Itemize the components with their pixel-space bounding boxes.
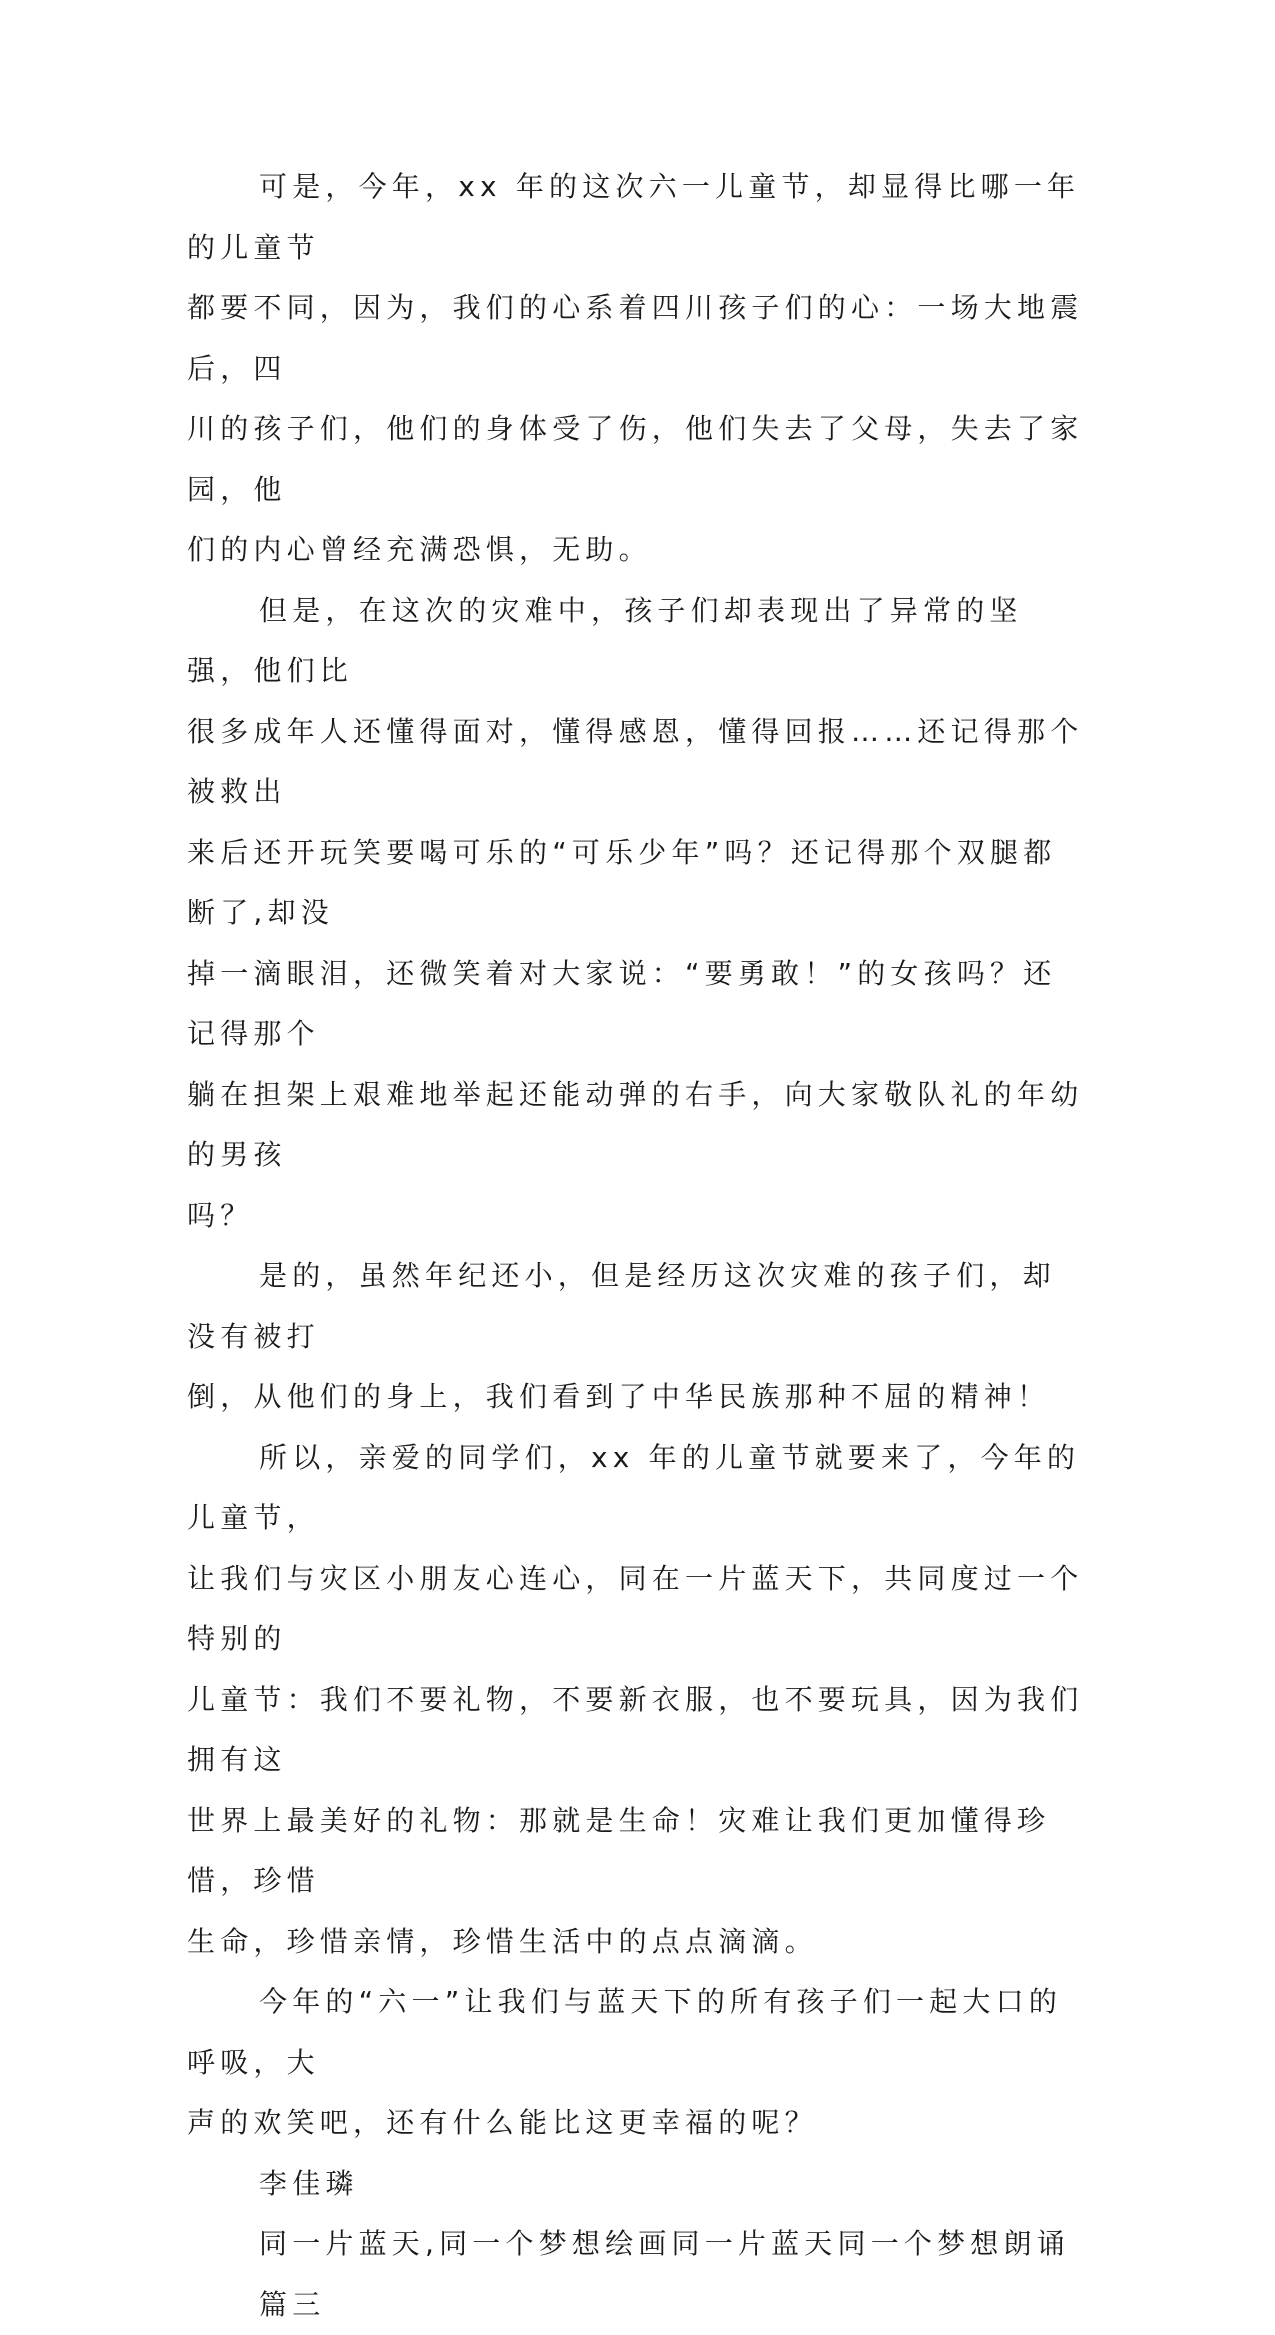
paragraph-4: 所以，亲爱的同学们，xx 年的儿童节就要来了，今年的儿童节， 让我们与灾区小朋友心连心，同在一片蓝天下，共同度过一个特别的 儿童节：我们不要礼物，不要新衣服，也不要玩具，因为我们拥有这 世界上最美好的礼物：那就是生命！灾难让我们更加懂得珍惜，珍惜 生命，珍惜亲情，珍惜生活中的点点滴滴。 [187,1440,1084,1958]
document-body [187,157,1087,2335]
paragraph-1: 可是，今年，xx 年的这次六一儿童节，却显得比哪一年的儿童节 都要不同，因为，我们的心系着四川孩子们的心：一场大地震后，四 川的孩子们，他们的身体受了伤，他们失去了父母，失去了家园，他 们的内心曾经充满恐惧，无助。 [187,170,1084,566]
paragraph-3: 是的，虽然年纪还小，但是经历这次灾难的孩子们，却没有被打 倒，从他们的身上，我们看到了中华民族那种不屈的精神！ [187,1259,1056,1413]
paragraph-5: 今年的“六一”让我们与蓝天下的所有孩子们一起大口的呼吸，大 声的欢笑吧，还有什么能比这更幸福的呢？ [187,1985,1063,2139]
paragraph-2: 但是，在这次的灾难中，孩子们却表现出了异常的坚强，他们比 很多成年人还懂得面对，懂得感恩，懂得回报……还记得那个被救出 来后还开玩笑要喝可乐的“可乐少年”吗？还记得那个双腿都断了,却没 掉一滴眼泪，还微笑着对大家说：“要勇敢！”的女孩吗？还记得那个 躺在担架上艰难地举起还能动弹的右手，向大家敬队礼的年幼的男孩 吗？ [187,593,1084,1232]
next-section-heading: 同一片蓝天,同一个梦想绘画同一片蓝天同一个梦想朗诵篇三 [259,2227,1070,2321]
author-signature: 李佳璘 [259,2166,359,2200]
